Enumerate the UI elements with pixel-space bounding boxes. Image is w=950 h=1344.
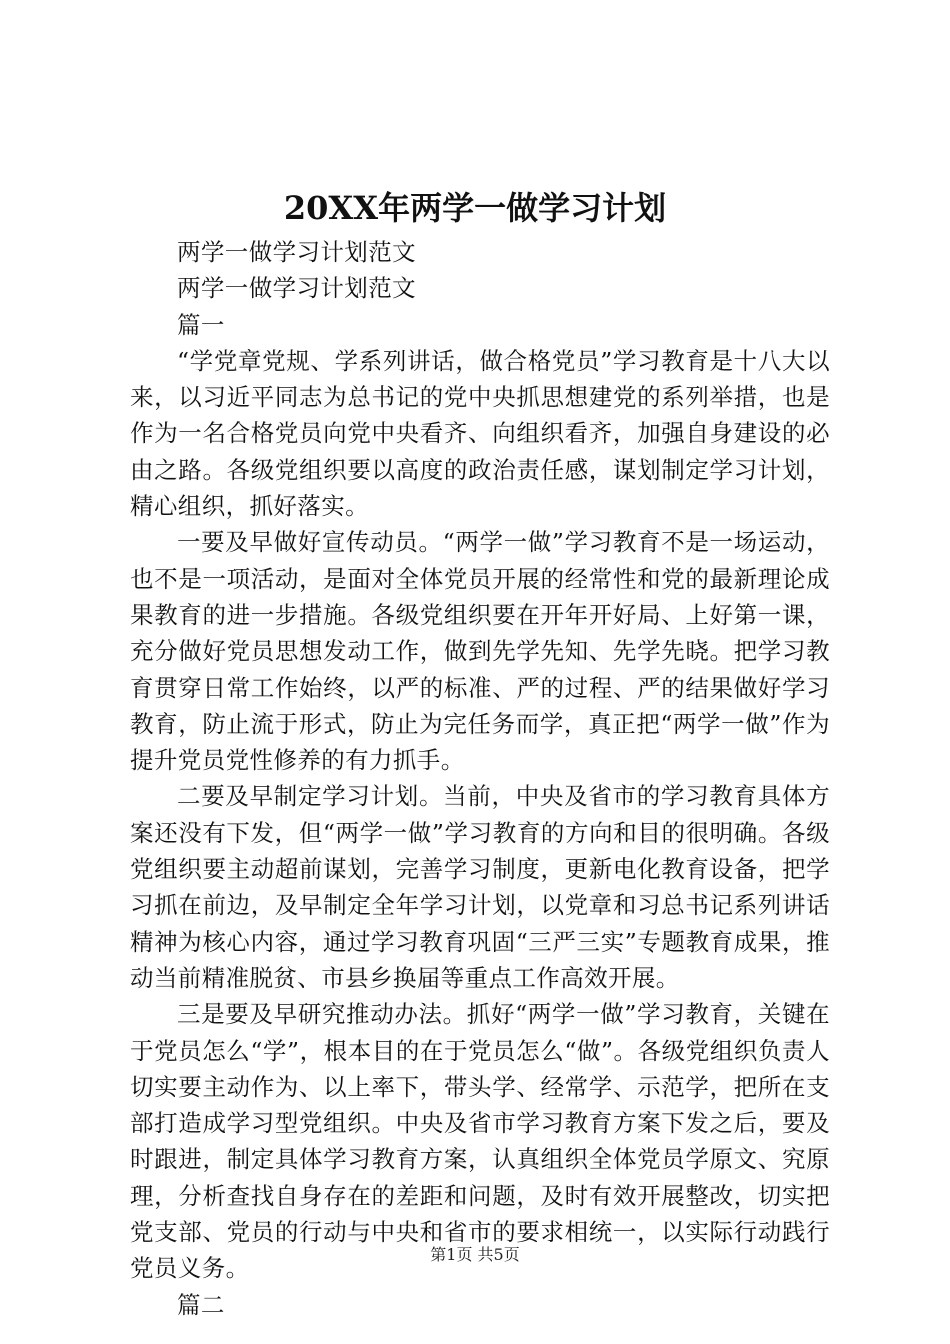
page-footer: 第1页 共5页 [430, 1245, 520, 1264]
body-paragraph: 二要及早制定学习计划。当前，中央及省市的学习教育具体方案还没有下发，但“两学一做”学习教育的方向和目的很明确。各级党组织要主动超前谋划，完善学习制度，更新电化教育设备，把学习抓在前边，及早制定全年学习计划，以党章和习总书记系列讲话精神为核心内容，通过学习教育巩固“三严三实”专题教育成果，推动当前精准脱贫、市县乡换届等重点工作高效开展。 [130, 782, 830, 992]
subtitle-line: 两学一做学习计划范文 [177, 238, 416, 266]
body-paragraph: “学党章党规、学系列讲话，做合格党员”学习教育是十八大以来，以习近平同志为总书记的党中央抓思想建党的系列举措，也是作为一名合格党员向党中央看齐、向组织看齐，加强自身建设的必由之路。各级党组织要以高度的政治责任感，谋划制定学习计划，精心组织，抓好落实。 [130, 346, 830, 521]
body-paragraph: 三是要及早研究推动办法。抓好“两学一做”学习教育，关键在于党员怎么“学”，根本目的在于党员怎么“做”。各级党组织负责人切实要主动作为、以上率下，带头学、经常学、示范学，把所在支部打造成学习型党组织。中央及省市学习教育方案下发之后，要及时跟进，制定具体学习教育方案，认真组织全体党员学原文、究原理，分析查找自身存在的差距和问题，及时有效开展整改，切实把党支部、党员的行动与中央和省市的要求相统一，以实际行动践行党员义务。 [130, 1000, 830, 1283]
body-paragraph: 一要及早做好宣传动员。“两学一做”学习教育不是一场运动，也不是一项活动，是面对全体党员开展的经常性和党的最新理论成果教育的进一步措施。各级党组织要在开年开好局、上好第一课，充分做好党员思想发动工作，做到先学先知、先学先晓。把学习教育贯穿日常工作始终，以严的标准、严的过程、严的结果做好学习教育，防止流于形式，防止为完任务而学，真正把“两学一做”作为提升党员党性修养的有力抓手。 [130, 528, 830, 775]
document-title: 20XX年两学一做学习计划 [283, 189, 667, 227]
subtitle-line: 两学一做学习计划范文 [177, 274, 416, 303]
section-heading: 篇一 [177, 310, 225, 339]
section-heading: 篇二 [177, 1290, 225, 1319]
document-body [130, 234, 830, 1323]
